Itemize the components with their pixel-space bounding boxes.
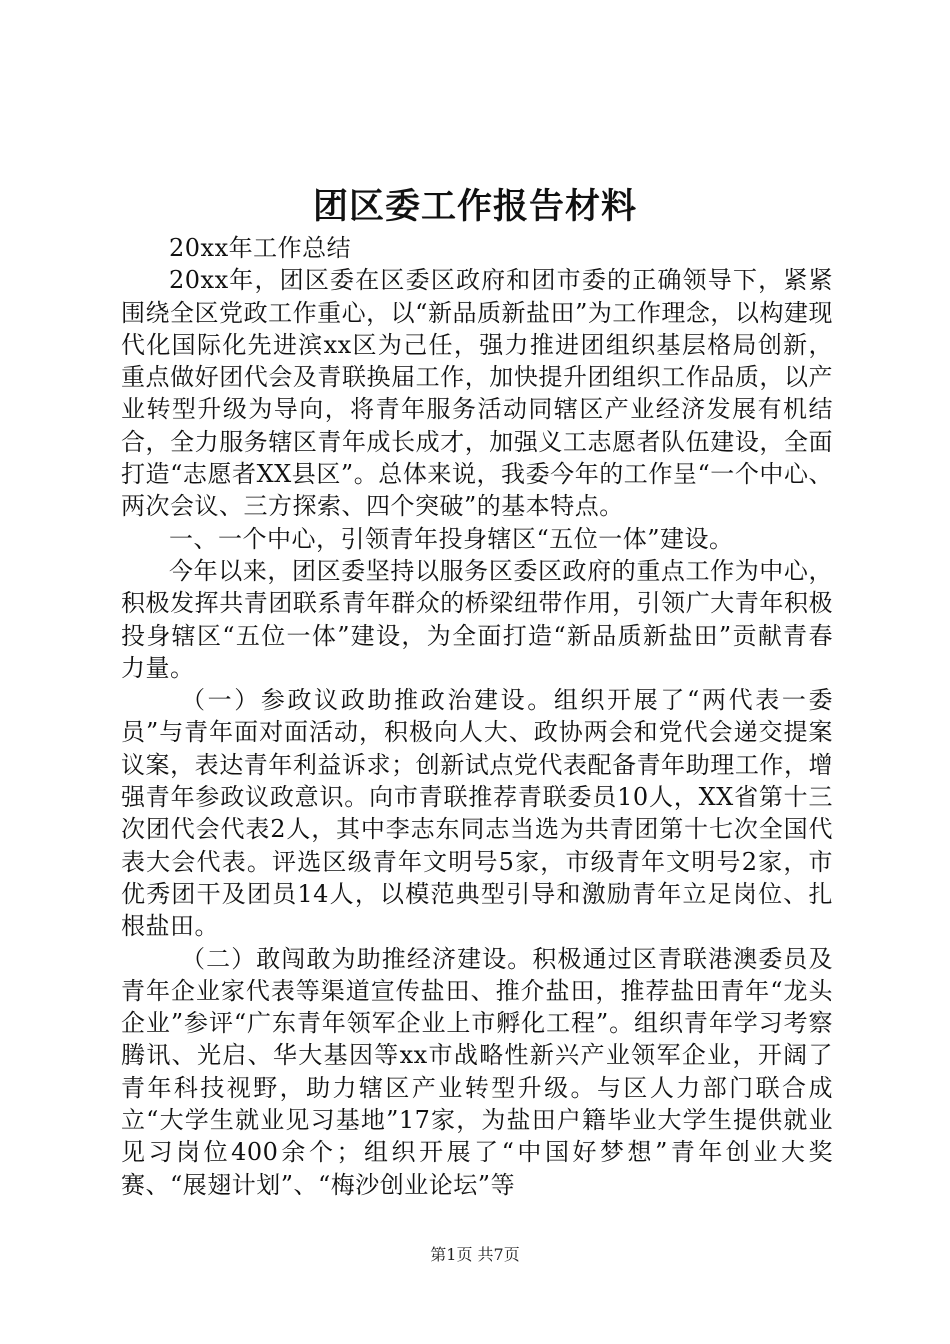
paragraph-summary-heading: 20xx年工作总结 (169, 234, 352, 262)
paragraph-economic-building: （二）敢闯敢为助推经济建设。积极通过区青联港澳委员及青年企业家代表等渠道宣传盐田、推介盐田，推荐盐田青年“龙头企业”参评“广东青年领军企业上市孵化工程”。组织青年学习考察腾讯、光启、华大基因等xx市战略性新兴产业领军企业，开阔了青年科技视野，助力辖区产业转型升级。与区人力部门联合成立“大学生就业见习基地”17家，为盐田户籍毕业大学生提供就业见习岗位400余个；组织开展了“中国好梦想”青年创业大奖赛、“展翅计划”、“梅沙创业论坛”等 (121, 944, 833, 1199)
section-heading-one-center: 一、一个中心，引领青年投身辖区“五位一体”建设。 (169, 524, 734, 553)
paragraph-one-center-body: 今年以来，团区委坚持以服务区委区政府的重点工作为中心，积极发挥共青团联系青年群众的桥梁纽带作用，引领广大青年积极投身辖区“五位一体”建设，为全面打造“新品质新盐田”贡献青春力量。 (121, 556, 833, 682)
document-body (121, 232, 833, 1201)
page-footer: 第1页 共7页 (430, 1245, 520, 1264)
document-title: 团区委工作报告材料 (312, 186, 637, 227)
paragraph-political-building: （一）参政议政助推政治建设。组织开展了“两代表一委员”与青年面对面活动，积极向人大、政协两会和党代会递交提案议案，表达青年利益诉求；创新试点党代表配备青年助理工作，增强青年参政议政意识。向市青联推荐青联委员10人，XX省第十三次团代会代表2人，其中李志东同志当选为共青团第十七次全国代表大会代表。评选区级青年文明号5家，市级青年文明号2家，市优秀团干及团员14人，以模范典型引导和激励青年立足岗位、扎根盐田。 (121, 686, 833, 941)
paragraph-overview: 20xx年，团区委在区委区政府和团市委的正确领导下，紧紧围绕全区党政工作重心，以“新品质新盐田”为工作理念，以构建现代化国际化先进滨xx区为己任，强力推进团组织基层格局创新，重点做好团代会及青联换届工作，加快提升团组织工作品质，以产业转型升级为导向，将青年服务活动同辖区产业经济发展有机结合，全力服务辖区青年成长成才，加强义工志愿者队伍建设，全面打造“志愿者XX县区”。总体来说，我委今年的工作呈“一个中心、两次会议、三方探索、四个突破”的基本特点。 (121, 266, 833, 521)
